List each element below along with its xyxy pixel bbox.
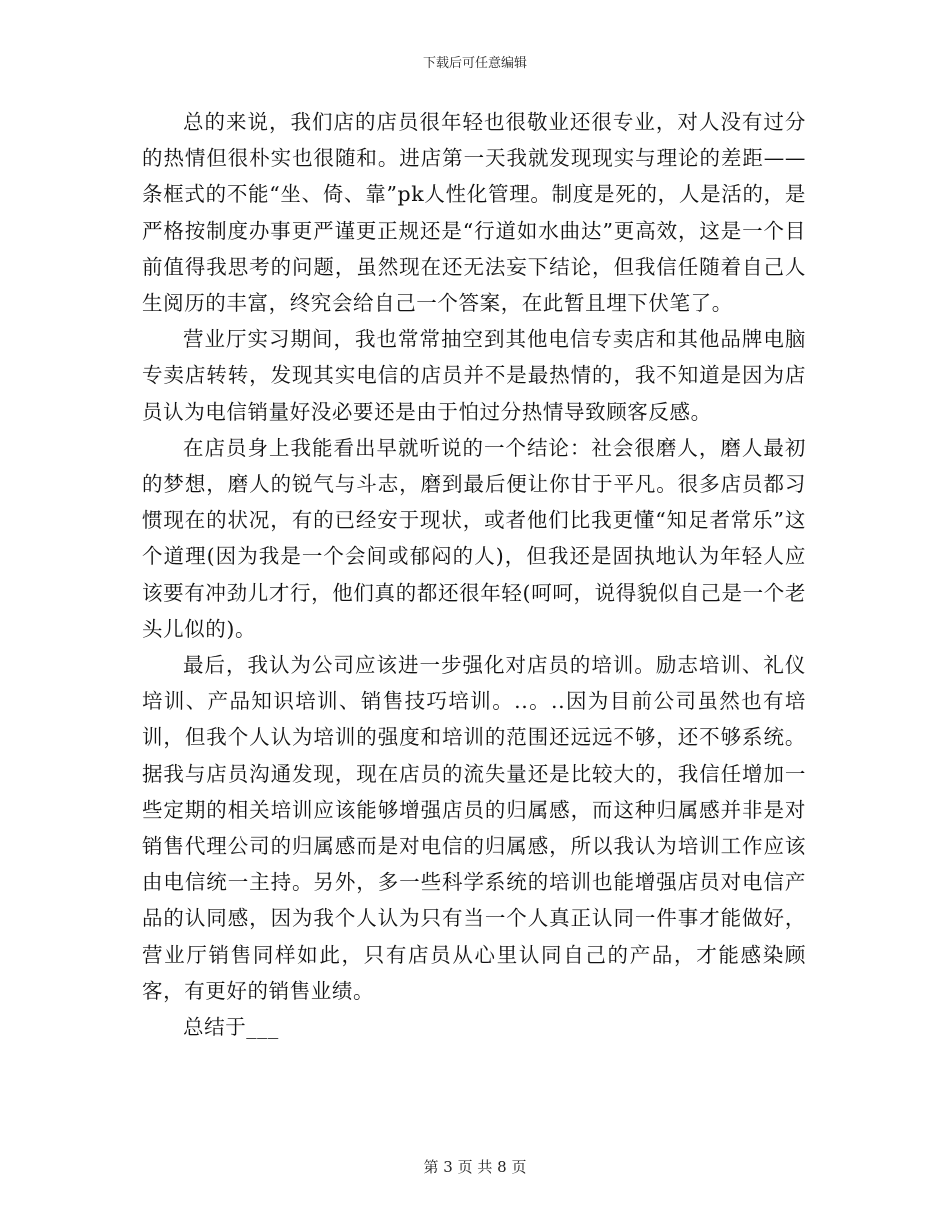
paragraph-store-visits: 营业厅实习期间，我也常常抽空到其他电信专卖店和其他品牌电脑专卖店转转，发现其实电信的店员并不是最热情的，我不知道是因为店员认为电信销量好没必要还是由于怕过分热情导致顾客反感。 (142, 327, 806, 424)
paragraph-training-suggestion: 最后，我认为公司应该进一步强化对店员的培训。励志培训、礼仪培训、产品知识培训、销售技巧培训。..。..因为目前公司虽然也有培训，但我个人认为培训的强度和培训的范围还远远不够，还不够系统。据我与店员沟通发现，现在店员的流失量还是比较大的，我信任增加一些定期的相关培训应该能够增强店员的归属感，而这种归属感并非是对销售代理公司的归属感而是对电信的归属感，所以我认为培训工作应该由电信统一主持。另外，多一些科学系统的培训也能增强店员对电信产品的认同感，因为我个人认为只有当一个人真正认同一件事才能做好，营业厅销售同样如此，只有店员从心里认同自己的产品，才能感染顾客，有更好的销售业绩。 (142, 653, 806, 1003)
paragraph-staff-observation: 在店员身上我能看出早就听说的一个结论：社会很磨人，磨人最初的梦想，磨人的锐气与斗志，磨到最后便让你甘于平凡。很多店员都习惯现在的状况，有的已经安于现状，或者他们比我更懂“知足者常乐”这个道理(因为我是一个会间或郁闷的人)，但我还是固执地认为年轻人应该要有冲劲儿才行，他们真的都还很年轻(呵呵，说得貌似自己是一个老头儿似的)。 (142, 435, 806, 641)
paragraph-closing: 总结于___ (183, 1015, 279, 1040)
document-body (142, 104, 806, 1045)
page-header: 下载后可任意编辑 (422, 56, 527, 71)
page-footer: 第 3 页 共 8 页 (423, 1158, 527, 1176)
paragraph-summary: 总的来说，我们店的店员很年轻也很敬业还很专业，对人没有过分的热情但很朴实也很随和。进店第一天我就发现现实与理论的差距——条框式的不能“坐、倚、靠”pk人性化管理。制度是死的，人是活的，是严格按制度办事更严谨更正规还是“行道如水曲达”更高效，这是一个目前值得我思考的问题，虽然现在还无法妄下结论，但我信任随着自己人生阅历的丰富，终究会给自己一个答案，在此暂且埋下伏笔了。 (142, 110, 806, 316)
